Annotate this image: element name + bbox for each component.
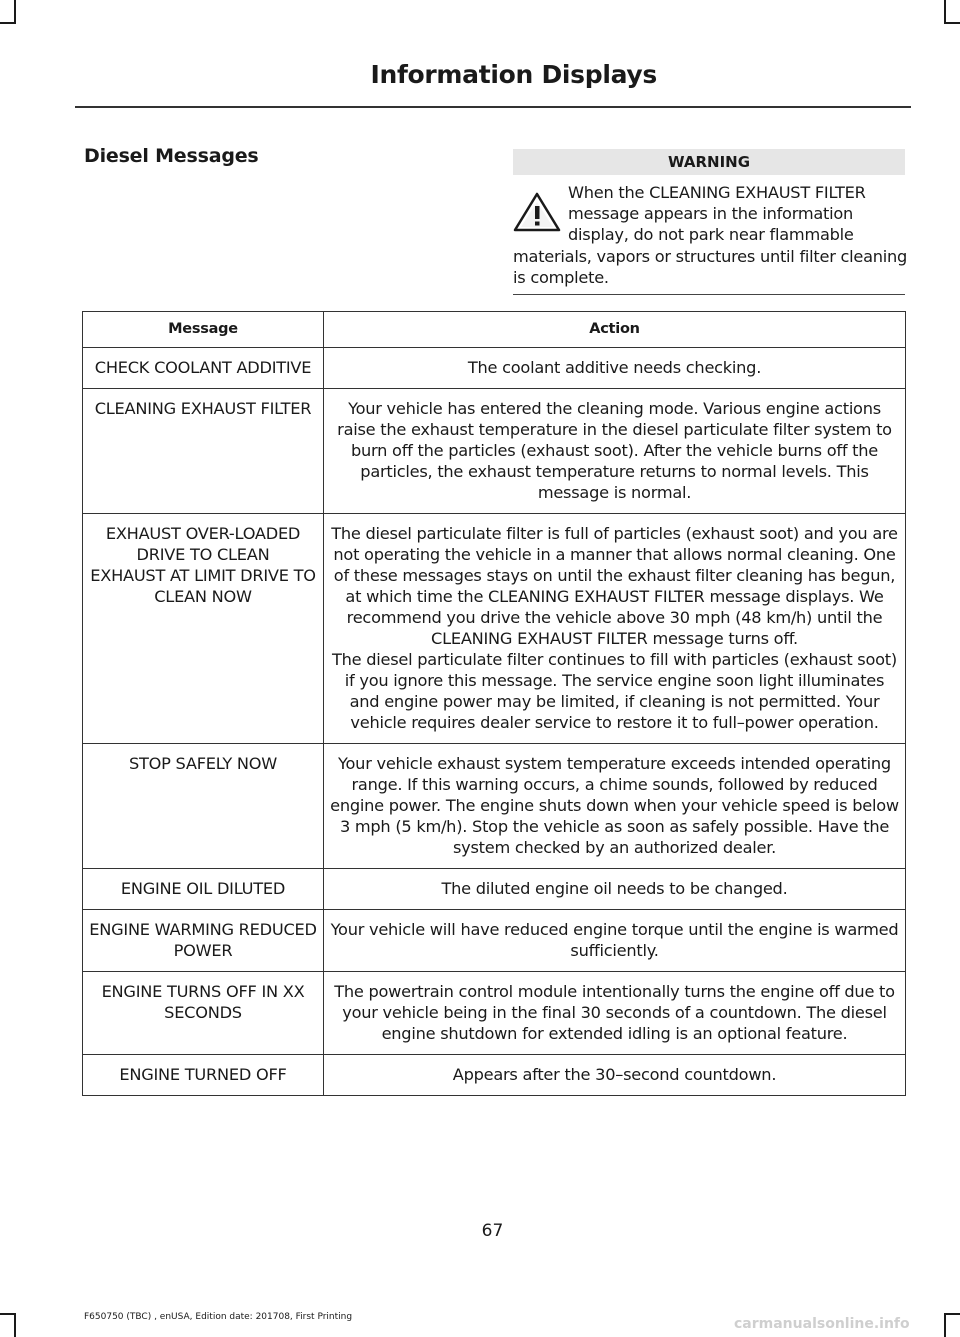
table-row [83, 389, 906, 514]
table-header-row [83, 312, 906, 348]
table-row [83, 910, 906, 972]
message-cell [83, 1055, 324, 1096]
action-cell [324, 910, 906, 972]
message-cell [83, 389, 324, 514]
table-row [83, 514, 906, 744]
header-rule [75, 106, 911, 108]
message-text: ENGINE TURNS OFF IN XX SECONDS [101, 982, 305, 1022]
crop-mark [0, 1313, 16, 1315]
crop-mark [944, 1313, 960, 1315]
message-cell [83, 514, 324, 744]
crop-mark [14, 1315, 16, 1337]
crop-mark [944, 0, 946, 22]
message-cell [83, 972, 324, 1055]
action-text: The powertrain control module intentionally turns the engine off due to your vehicle being in the final 30 seconds of a countdown. The diesel engine shutdown for extended idling is an optional feature. [334, 982, 895, 1043]
message-text: EXHAUST AT LIMIT DRIVE TO CLEAN NOW [90, 566, 316, 606]
table-row [83, 869, 906, 910]
message-text: ENGINE TURNED OFF [119, 1065, 287, 1084]
action-text: Your vehicle will have reduced engine torque until the engine is warmed sufficiently. [330, 920, 899, 960]
page-number: 67 [481, 1221, 504, 1241]
table-row [83, 348, 906, 389]
action-text: The diesel particulate filter continues to fill with particles (exhaust soot) if you ignore this message. The service engine soon light illuminates and engine power may be limited, if cleaning is not permitted. Your vehicle requires dealer service to restore it to full–power operation. [332, 650, 897, 732]
message-text: STOP SAFELY NOW [128, 754, 277, 773]
action-text: Appears after the 30–second countdown. [452, 1065, 777, 1084]
message-text: ENGINE OIL DILUTED [120, 879, 286, 898]
action-text: Your vehicle exhaust system temperature exceeds intended operating range. If this warning occurs, a chime sounds, followed by reduced engine power. The engine shuts down when your vehicle speed is below 3 mph (5 km/h). Stop the vehicle as soon as safely possible. Have the system checked by an authorized dealer. [330, 754, 899, 857]
section-title: Diesel Messages [84, 145, 259, 167]
action-text: Your vehicle has entered the cleaning mode. Various engine actions raise the exhaust temperature in the diesel particulate filter system to burn off the particles (exhaust soot). After the vehicle burns off the particles, the exhaust temperature returns to normal levels. This message is normal. [337, 399, 892, 502]
warning-rule [513, 294, 905, 295]
footer-text: F650750 (TBC) , enUSA, Edition date: 201708, First Printing [84, 1312, 353, 1322]
diesel-messages-table [82, 311, 906, 1096]
action-cell [324, 744, 906, 869]
crop-mark [0, 22, 16, 24]
action-cell [324, 348, 906, 389]
action-text: The coolant additive needs checking. [467, 358, 762, 377]
table-row [83, 744, 906, 869]
crop-mark [944, 1315, 946, 1337]
action-cell [324, 1055, 906, 1096]
warning-label: WARNING [513, 149, 905, 175]
message-text: CLEANING EXHAUST FILTER [94, 399, 312, 418]
watermark: carmanualsonline.info [734, 1316, 910, 1332]
table-row [83, 1055, 906, 1096]
action-cell [324, 514, 906, 744]
page-header-title: Information Displays [370, 60, 657, 89]
message-text: EXHAUST OVER-LOADED DRIVE TO CLEAN [105, 524, 301, 564]
action-cell [324, 972, 906, 1055]
message-cell [83, 348, 324, 389]
warning-text: When the CLEANING EXHAUST FILTER message appears in the information display, do not park near flammable materials, vapors or structures until filter cleaning is complete. [513, 183, 908, 287]
message-cell [83, 910, 324, 972]
table-body [83, 348, 906, 1096]
crop-mark [944, 22, 960, 24]
message-cell [83, 869, 324, 910]
action-text: The diesel particulate filter is full of particles (exhaust soot) and you are not operating the vehicle in a manner that allows normal cleaning. One of these messages stays on until the exhaust filter cleaning has begun, at which time the CLEANING EXHAUST FILTER message displays. We recommend you drive the vehicle above 30 mph (48 km/h) until the CLEANING EXHAUST FILTER message turns off. [331, 524, 898, 648]
message-text: ENGINE WARMING REDUCED POWER [89, 920, 317, 960]
table-row [83, 972, 906, 1055]
message-text: CHECK COOLANT ADDITIVE [94, 358, 312, 377]
action-cell [324, 869, 906, 910]
action-cell [324, 389, 906, 514]
crop-mark [14, 0, 16, 22]
column-header-message: Message [83, 312, 324, 348]
column-header-action: Action [324, 312, 906, 348]
action-text: The diluted engine oil needs to be changed. [441, 879, 788, 898]
message-cell [83, 744, 324, 869]
